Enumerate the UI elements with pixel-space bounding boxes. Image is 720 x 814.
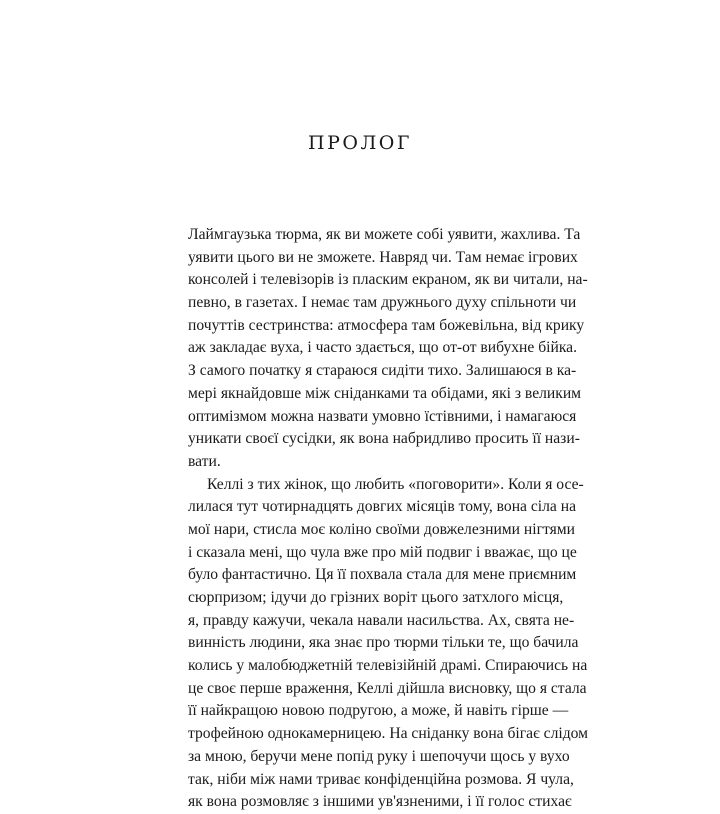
text-line: мері якнайдовше між сніданками та обідами, які з великим xyxy=(188,384,582,402)
paragraph xyxy=(188,224,588,474)
text-line: уявити цього ви не зможете. Навряд чи. Там немає ігрових xyxy=(188,248,578,266)
text-line: так, ніби між нами триває конфіденційна розмова. Я чула, xyxy=(188,770,574,788)
text-line: почуттів сестринства: атмосфера там божевільна, від крику xyxy=(188,316,585,334)
text-line: консолей і телевізорів із пласким екраном, як ви читали, на- xyxy=(188,271,588,289)
paragraph xyxy=(188,474,588,814)
text-line: вати. xyxy=(188,452,221,470)
text-line: винність людини, яка знає про тюрми тільки те, що бачила xyxy=(188,634,579,652)
text-line: лилася тут чотирнадцять довгих місяців тому, вона сіла на xyxy=(188,498,576,516)
text-line: було фантастично. Ця її похвала стала для мене приємним xyxy=(188,566,577,584)
text-line: як вона розмовляє з іншими ув'язненими, і її голос стихає xyxy=(188,793,572,811)
text-line: я, правду кажучи, чекала навали насильства. Ах, свята не- xyxy=(188,611,575,629)
text-line: її найкращою новою подругою, а може, й навіть гірше — xyxy=(188,702,569,720)
text-line: сюрпризом; ідучи до грізних воріт цього затхлого місця, xyxy=(188,589,564,606)
text-line: оптимізмом можна назвати умовно їстівними, і намагаюся xyxy=(188,407,577,425)
text-line: за мною, беручи мене попід руку і шепочучи щось у вухо xyxy=(188,747,570,765)
text-line: колись у малобюджетній телевізійній драмі. Спираючись на xyxy=(188,657,588,675)
text-line: аж закладає вуха, і часто здається, що от-от вибухне бійка. xyxy=(188,339,577,357)
text-line: мої нари, стисла моє коліно своїми довжелезними нігтями xyxy=(188,520,575,538)
chapter-body xyxy=(188,224,588,814)
text-line: уникати своєї сусідки, як вона набридливо просить її нази- xyxy=(188,430,580,448)
text-line: Келлі з тих жінок, що любить «поговорити». Коли я осе- xyxy=(207,475,584,493)
text-line: Лаймгаузька тюрма, як ви можете собі уявити, жахлива. Та xyxy=(188,226,581,243)
text-line: З самого початку я стараюся сидіти тихо. Залишаюся в ка- xyxy=(188,362,577,380)
text-line: певно, в газетах. І немає там дружнього духу спільноти чи xyxy=(188,294,577,312)
text-line: і сказала мені, що чула вже про мій подвиг і вважає, що це xyxy=(188,543,577,561)
text-line: це своє перше враження, Келлі дійшла висновку, що я стала xyxy=(188,679,587,697)
chapter-title: ПРОЛОГ xyxy=(308,132,412,154)
text-line: трофейною однокамерницею. На сніданку вона бігає слідом xyxy=(188,725,588,743)
